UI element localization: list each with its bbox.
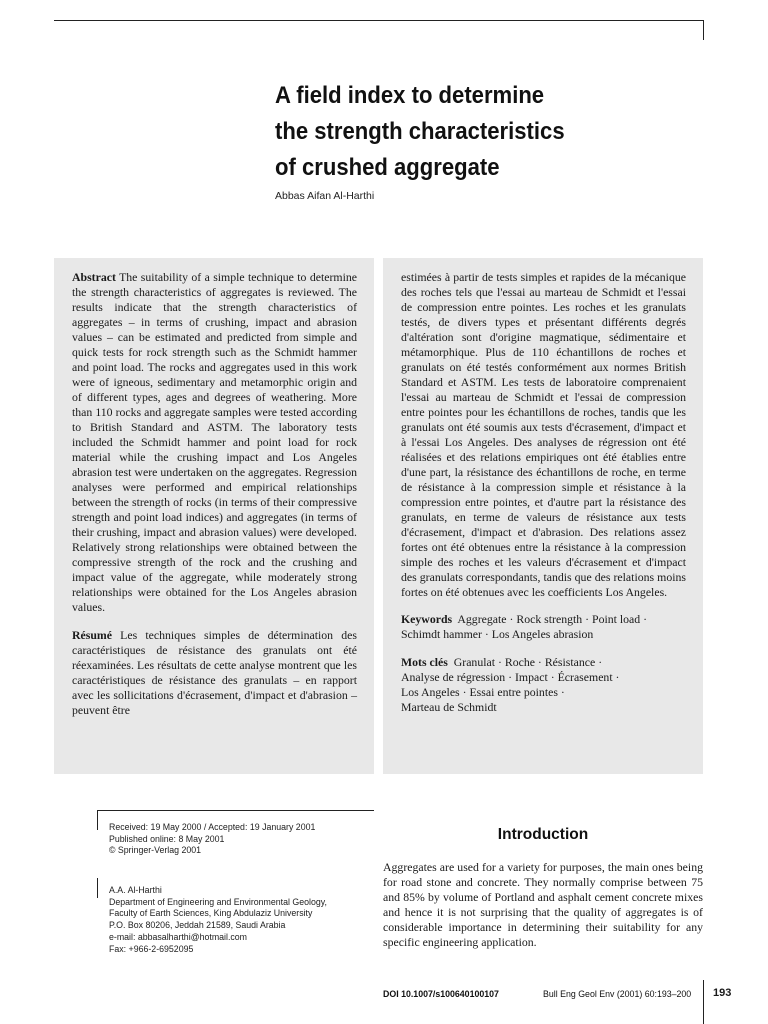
mots-cles-line: Marteau de Schmidt [401, 700, 497, 714]
resume-label: Résumé [72, 628, 112, 642]
introduction-text: Aggregates are used for a variety for purposes, the main ones being for road stone and concrete. They normally comprise between 75 and 85% by volume of Portland and asphalt cement concrete mixes and hence it is not surprising that the quality of aggregates is of considerable importance in determining their suitability for any specific engineering application. [383, 860, 703, 949]
resume-text-continued: estimées à partir de tests simples et rapides de la mécanique des roches tels que l'essai au marteau de Schmidt et l'essai de compression entre pointes. Les roches et les granulats testés, de divers types et présentant différents degrés d'altération sont d'origine magmatique, sédimentaire et métamorphique. Plus de 110 échantillons de roches et granulats on été testés conformément aux normes British Standard et ASTM. Les tests de laboratoire comprenaient l'essai au marteau de Schmidt et l'essai de compression entre pointes pour les échantillons de roches, tandis que les granulats ont été soumis aux tests d'écrasement, d'impact et à l'essai Los Angeles. Des analyses de régression ont été réalisées et des relations empiriques ont été établies entre d'une part, la résistance des échantillons de roche, en terme de résistance à la compression simple et résistance à la compression entre pointes, et d'autre part la résistance des granulats, en terme de valeurs de résistance aux tests d'écrasement, d'impact et d'abrasion. Des relations assez fortes ont été obtenues entre la résistance à la compression simple des roches et les valeurs d'écrasement et d'impact des granulats correspondants, tandis que des relations moins fortes on été obtenues avec les coefficients Los Angeles. [401, 270, 686, 599]
doi: DOI 10.1007/s100640100107 [383, 989, 499, 999]
resume-text-start: Les techniques simples de détermination des caractéristiques de résistance des granulats ont été réexaminées. Les résultats de cette analyse montrent que les caractéristiques de résistance des granulats – en rapport avec les sollicitations d'écrasement, d'impact et d'abrasion – peuvent être [72, 628, 357, 717]
received-date: Received: 19 May 2000 / Accepted: 19 January 2001 [109, 822, 316, 832]
published-date: Published online: 8 May 2001 [109, 833, 225, 844]
page-number: 193 [713, 987, 732, 999]
keywords-line: Aggregate · Rock strength · Point load · [457, 612, 648, 626]
article-title [275, 78, 661, 186]
title-line: the strength characteristics [275, 118, 565, 145]
metadata-rule-tick [97, 810, 98, 830]
mots-cles-block [401, 655, 686, 715]
abstract-label: Abstract [72, 270, 116, 284]
publication-dates [109, 822, 315, 857]
mots-cles-line: Granulat · Roche · Résistance · [453, 655, 603, 669]
resume-paragraph [72, 628, 357, 718]
abstract-box-right [383, 258, 703, 774]
page-number-rule [703, 980, 704, 1024]
address-faculty: Faculty of Earth Sciences, King Abdulaziz University [109, 908, 313, 919]
title-line: of crushed aggregate [275, 154, 500, 181]
author-name: Abbas Aifan Al-Harthi [275, 190, 375, 202]
mots-cles-label: Mots clés [401, 655, 448, 669]
address-dept: Department of Engineering and Environmental Geology, [109, 896, 327, 907]
address-name: A.A. Al-Harthi [109, 885, 162, 895]
mots-cles-line: Analyse de régression · Impact · Écrasement · [401, 670, 620, 684]
introduction-heading: Introduction [497, 826, 589, 843]
address-email: e-mail: abbasalharthi@hotmail.com [109, 931, 248, 942]
address-fax: Fax: +966-2-6952095 [109, 943, 194, 954]
top-rule-tick [703, 20, 704, 40]
copyright: © Springer-Verlag 2001 [109, 845, 202, 856]
address-pobox: P.O. Box 80206, Jeddah 21589, Saudi Arabia [109, 920, 286, 931]
address-rule-tick [97, 878, 98, 898]
keywords-block [401, 612, 686, 642]
abstract-box-left [54, 258, 374, 774]
metadata-rule [97, 810, 374, 811]
mots-cles-line: Los Angeles · Essai entre pointes · [401, 685, 565, 699]
title-line: A field index to determine [275, 82, 545, 109]
top-rule [54, 20, 704, 21]
abstract-text: The suitability of a simple technique to determine the strength characteristics of aggregates is reviewed. The results indicate that the strength characteristics of aggregates – in terms of crushing, impact and abrasion values – can be estimated and predicted from simple and quick tests for rock strength such as the Schmidt hammer and point load. The rocks and aggregates used in this work were of igneous, sedimentary and metamorphic origin and of different types, ages and degrees of weathering. More than 110 rocks and aggregate samples were tested according to British Standard and ASTM. The laboratory tests included the Schmidt hammer and point load for rock material while the crushing impact and Los Angeles abrasion test were undertaken on the aggregates. Regression analyses were performed and empirical relationships between the strength of rocks (in terms of their compressive strength and point load indices) and aggregates (in terms of their crushing, impact and abrasion values) were developed. Relatively strong relationships were obtained between the compressive strength of the rock and the crushing and impact value of the aggregate, while moderately strong relationships were obtained for the Los Angeles abrasion values. [72, 270, 357, 614]
abstract-paragraph [72, 270, 357, 615]
journal-citation: Bull Eng Geol Env (2001) 60:193–200 [543, 989, 692, 999]
keywords-label: Keywords [401, 612, 453, 626]
author-address [109, 885, 327, 955]
keywords-line: Schimdt hammer · Los Angeles abrasion [401, 627, 594, 641]
